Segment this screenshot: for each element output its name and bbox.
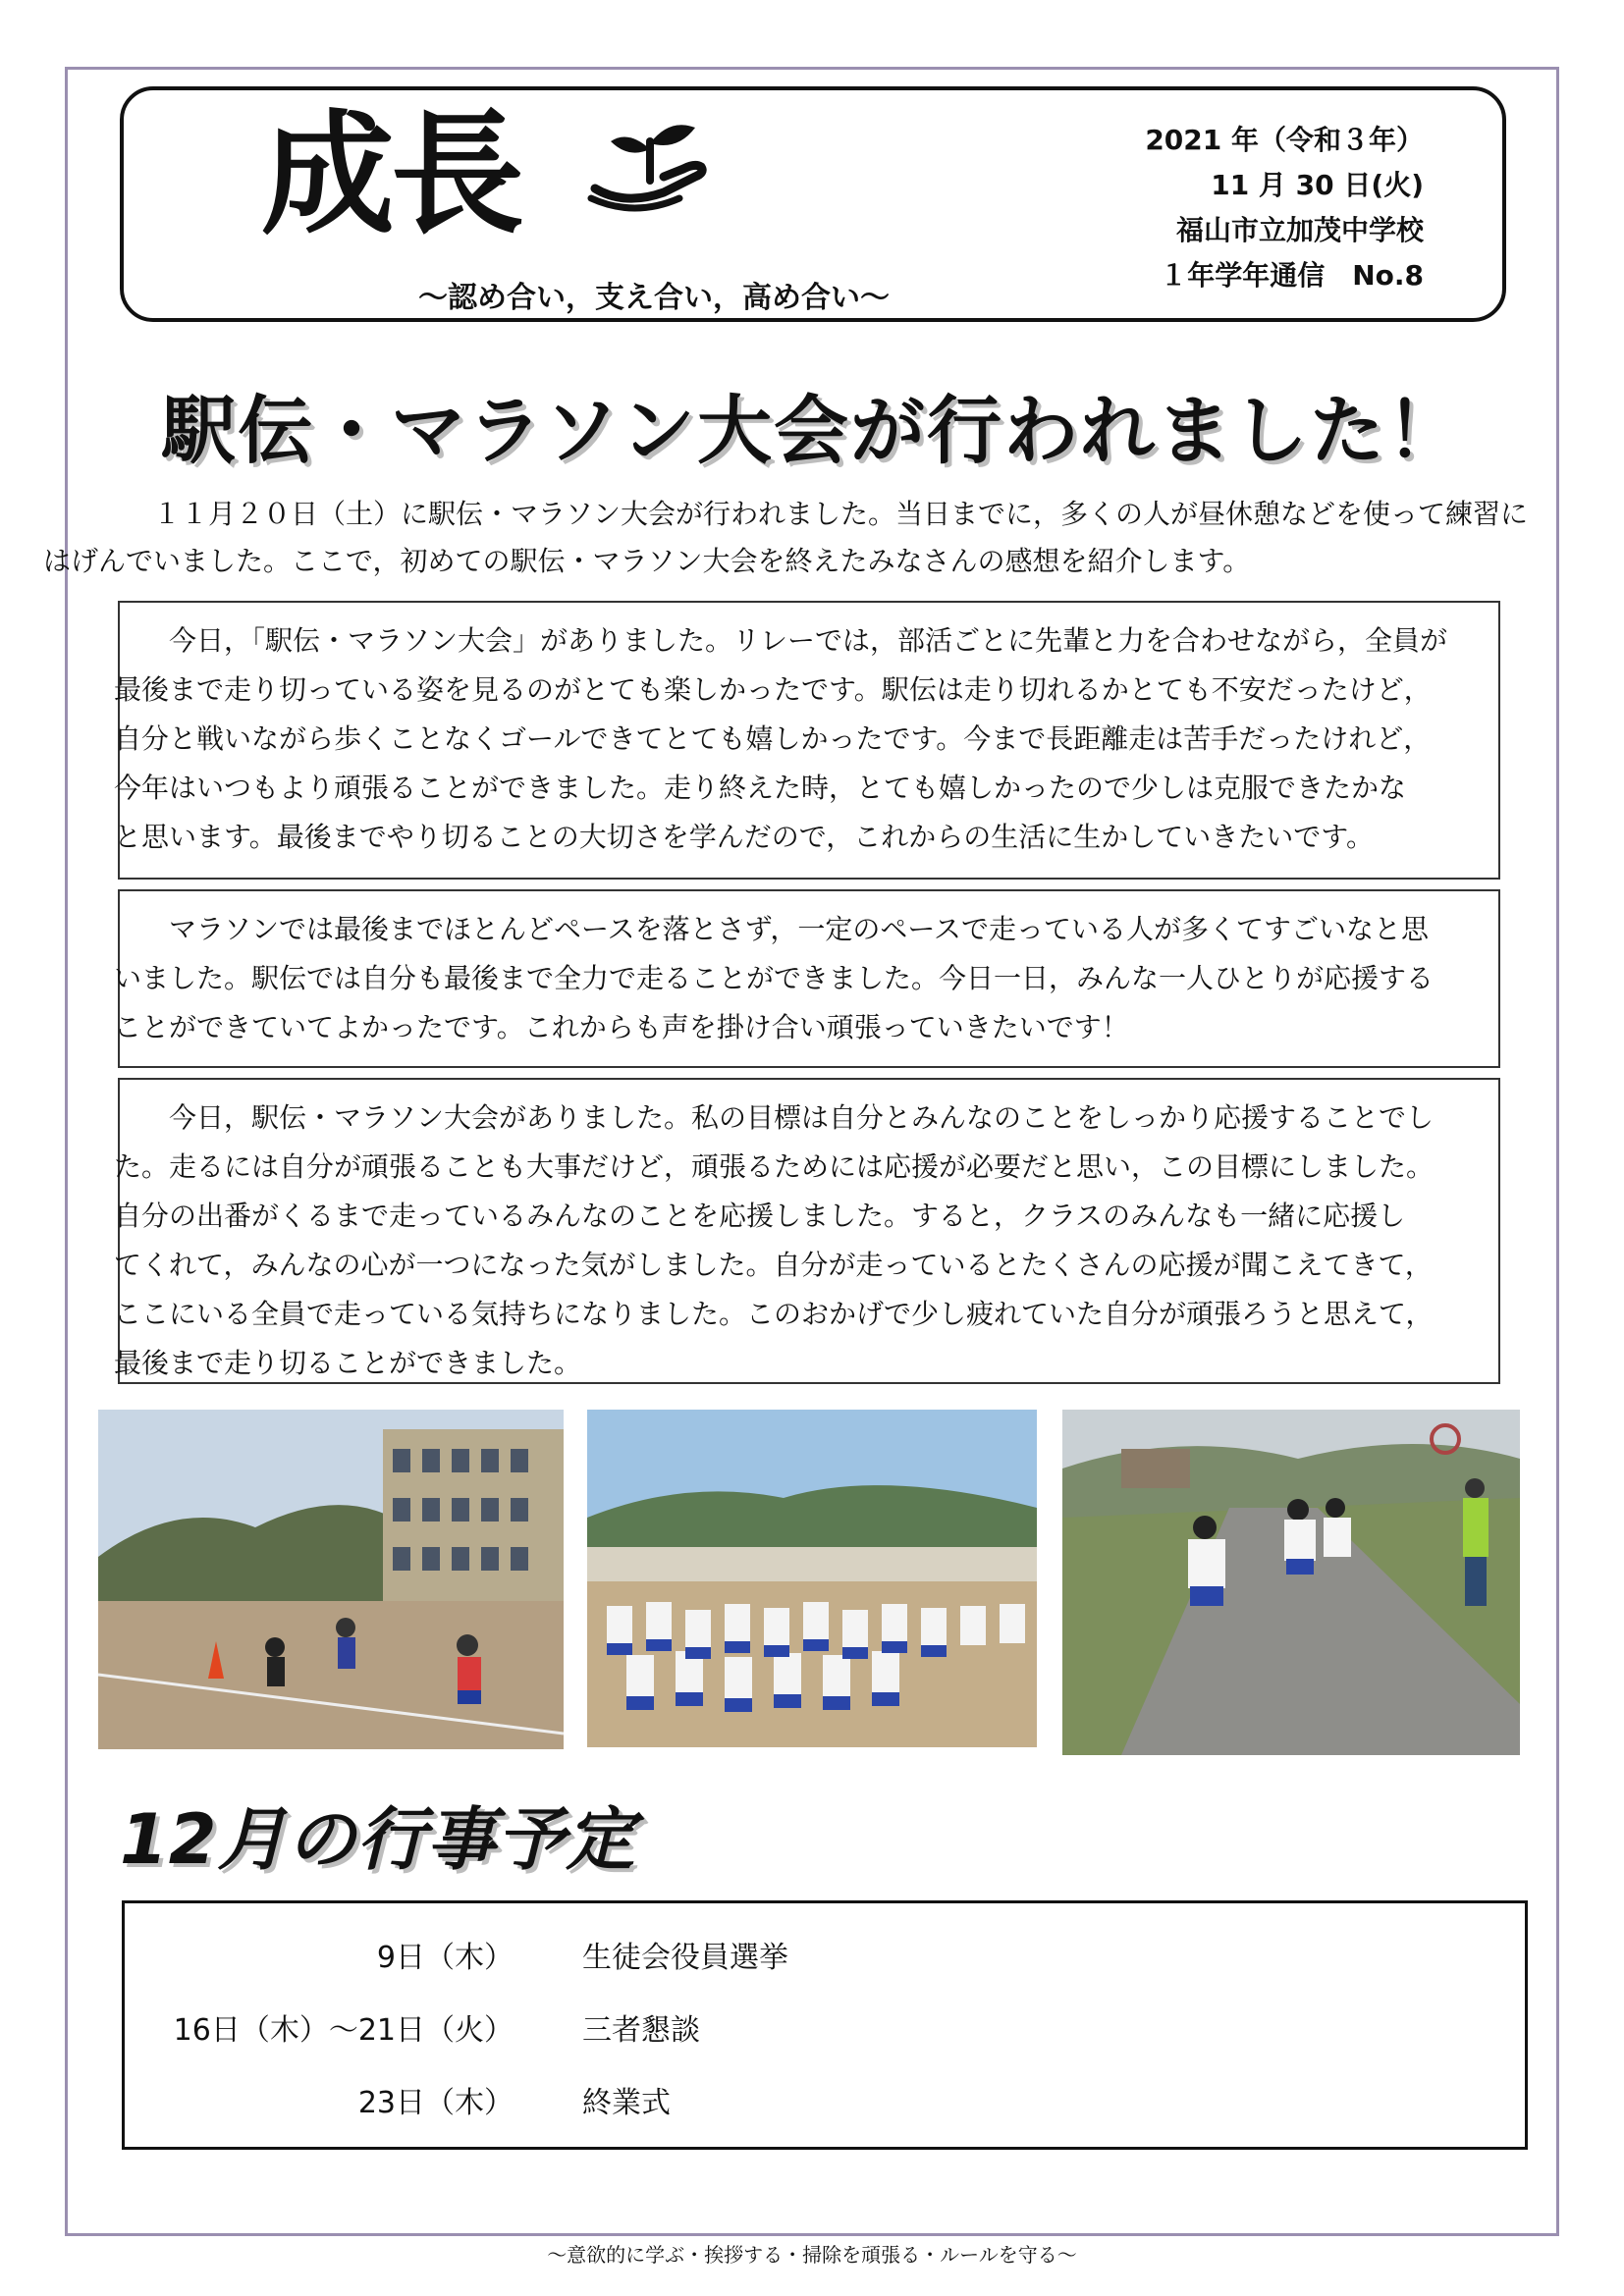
- article-headline: 駅伝・マラソン大会が行われました！: [161, 387, 1463, 474]
- event-date: 23日（木）: [357, 2086, 514, 2120]
- impression-box-1: [114, 601, 1500, 880]
- event-date: 9日（木）: [376, 1941, 514, 1975]
- impression-line: と思います。最後までやり切ることの大切さを学んだので，これからの生活に生かしていきたいです。: [114, 821, 1374, 853]
- photo-marathon-road: [1062, 1410, 1520, 1755]
- impression-line: た。走るには自分が頑張ることも大事だけど，頑張るためには応援が必要だと思い，この目標にしました。: [114, 1150, 1435, 1183]
- intro-text-1: １１月２０日（土）に駅伝・マラソン大会が行われました。当日までに，多くの人が昼休憩などを使って練習に: [153, 498, 1529, 530]
- issue-date: 11 月 30 日(火): [1211, 169, 1424, 201]
- event-name: 三者懇談: [582, 2013, 700, 2048]
- sprout-in-hand-icon: [585, 112, 713, 220]
- event-name: 終業式: [582, 2086, 671, 2120]
- masthead: [120, 86, 1506, 322]
- newsletter-title: 成長: [261, 98, 520, 253]
- impression-text: [114, 616, 1479, 862]
- school-name: 福山市立加茂中学校: [1175, 214, 1424, 246]
- impression-line: 今日，「駅伝・マラソン大会」がありました。リレーでは，部活ごとに先輩と力を合わせながら，全員が: [169, 624, 1448, 657]
- impression-line: 今日，駅伝・マラソン大会がありました。私の目標は自分とみんなのことをしっかり応援することでし: [169, 1101, 1435, 1134]
- impression-text: [114, 905, 1479, 1052]
- photo-students-lineup: [587, 1410, 1037, 1747]
- intro-text-2: はげんでいました。ここで，初めての駅伝・マラソン大会を終えたみなさんの感想を紹介します。: [43, 545, 1251, 577]
- impression-line: ここにいる全員で走っている気持ちになりました。このおかげで少し疲れていた自分が頑張ろうと思えて，: [114, 1298, 1434, 1330]
- event-name: 生徒会役員選挙: [582, 1941, 788, 1975]
- impression-line: 最後まで走り切っている姿を見るのがとても楽しかったです。駅伝は走り切れるかとても不安だったけど，: [114, 673, 1432, 706]
- photo-relay-start: [98, 1410, 564, 1749]
- impression-line: 自分の出番がくるまで走っているみんなのことを応援しました。すると，クラスのみんなも一緒に応援し: [114, 1200, 1406, 1232]
- events-title: 12月の行事予定: [120, 1799, 636, 1880]
- event-item: [125, 1933, 1525, 1975]
- event-date: 16日（木）～21日（火）: [173, 2013, 514, 2048]
- impression-box-3: [114, 1078, 1500, 1384]
- events-list: [122, 1900, 1528, 2150]
- intro-line: [43, 491, 1532, 585]
- impression-line: てくれて，みんなの心が一つになった気がしました。自分が走っているとたくさんの応援が聞こえてきて，: [114, 1249, 1433, 1281]
- newsletter-motto: ～認め合い，支え合い，高め合い～: [418, 281, 890, 315]
- issue-info: [1145, 118, 1424, 298]
- impression-text: [114, 1094, 1479, 1388]
- footer-motto: ～意欲的に学ぶ・挨拶する・掃除を頑張る・ルールを守る～: [547, 2243, 1077, 2267]
- event-item: [125, 2078, 1525, 2120]
- article-intro: [43, 491, 1532, 585]
- impression-line: ことができていてよかったです。これからも声を掛け合い頑張っていきたいです！: [114, 1011, 1129, 1043]
- impression-line: 自分と戦いながら歩くことなくゴールできてとても嬉しかったです。今まで長距離走は苦手だったけれど，: [114, 722, 1432, 755]
- impression-line: 最後まで走り切ることができました。: [114, 1347, 582, 1379]
- impression-line: マラソンでは最後までほとんどペースを落とさず，一定のペースで走っている人が多くてすごいなと思: [169, 913, 1429, 945]
- issue-year: 2021 年（令和３年）: [1145, 124, 1424, 156]
- event-item: [125, 2005, 1525, 2048]
- impression-line: いました。駅伝では自分も最後まで全力で走ることができました。今日一日，みんな一人ひとりが応援する: [114, 962, 1435, 994]
- impression-box-2: [114, 889, 1500, 1068]
- impression-line: 今年はいつもより頑張ることができました。走り終えた時，とても嬉しかったので少しは克服できたかな: [114, 772, 1407, 804]
- issue-number: １年学年通信 No.8: [1160, 259, 1424, 292]
